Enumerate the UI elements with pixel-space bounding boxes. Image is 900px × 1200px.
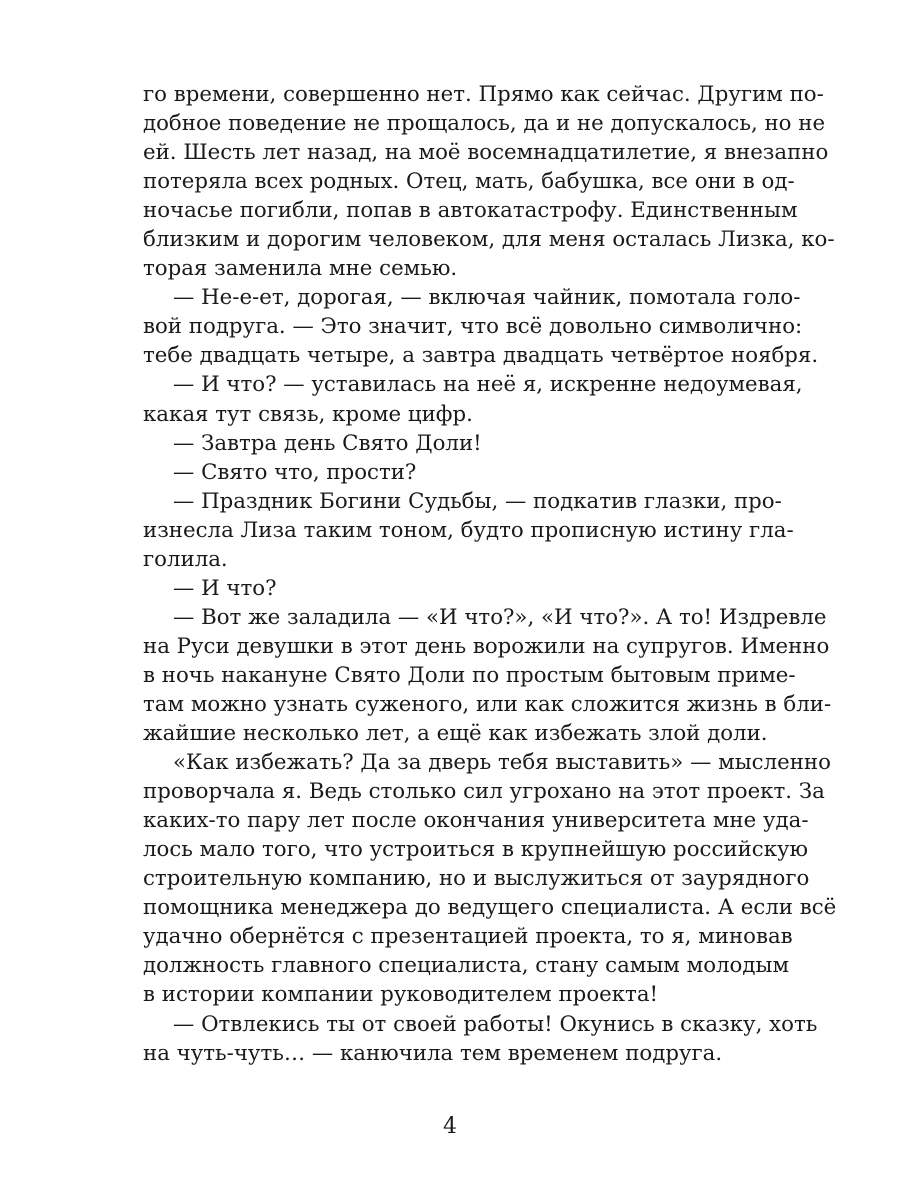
text-line: в ночь накануне Свято Доли по простым бытовым приме- [143,662,796,688]
text-line: тебе двадцать четыре, а завтра двадцать четвёртое ноября. [143,343,819,369]
text-line: торая заменила мне семью. [143,256,458,282]
text-line: — И что? [173,575,277,601]
text-line: ей. Шесть лет назад, на моё восемнадцатилетие, я внезапно [143,140,829,166]
text-line: — И что? — уставилась на неё я, искренне недоумевая, [173,372,803,398]
text-line: — Завтра день Свято Доли! [173,430,482,456]
text-line: — Отвлекись ты от своей работы! Окунись в сказку, хоть [173,1011,818,1037]
text-line: там можно узнать суженого, или как сложится жизнь в бли- [143,691,832,717]
text-line: потеряла всех родных. Отец, мать, бабушка, все они в од- [143,169,795,195]
text-line: близким и дорогим человеком, для меня осталась Лизка, ко- [143,227,835,253]
text-line: — Вот же заладила — «И что?», «И что?». А то! Издревле [173,604,827,630]
text-line: какая тут связь, кроме цифр. [143,401,473,427]
text-line: помощника менеджера до ведущего специалиста. А если всё [143,895,837,921]
page-number: 4 [443,1114,457,1139]
text-line: — Свято что, прости? [173,459,417,485]
text-line: го времени, совершенно нет. Прямо как сейчас. Другим по- [143,82,824,107]
text-line: каких-то пару лет после окончания университета мне уда- [143,808,809,834]
text-line: — Праздник Богини Судьбы, — подкатив глазки, про- [173,488,782,514]
text-line: изнесла Лиза таким тоном, будто прописную истину гла- [143,517,794,543]
text-line: жайшие несколько лет, а ещё как избежать злой доли. [143,721,768,747]
text-line: ночасье погибли, попав в автокатастрофу. Единственным [143,198,798,224]
text-line: должность главного специалиста, стану самым молодым [143,953,790,979]
text-line: на Руси девушки в этот день ворожили на супругов. Именно [143,633,830,659]
text-line: «Как избежать? Да за дверь тебя выставить» — мысленно [173,750,831,776]
text-line: в истории компании руководителем проекта! [143,982,659,1008]
text-line: — Не-е-ет, дорогая, — включая чайник, помотала голо- [173,285,801,311]
text-line: строительную компанию, но и выслужиться от заурядного [143,866,810,892]
text-line: на чуть-чуть… — канючила тем временем подруга. [143,1040,723,1066]
text-line: добное поведение не прощалось, да и не допускалось, но не [143,111,826,137]
text-line: проворчала я. Ведь столько сил угрохано на этот проект. За [143,779,825,805]
text-line: вой подруга. — Это значит, что всё довольно символично: [143,314,803,340]
text-line: удачно обернётся с презентацией проекта, то я, миновав [143,924,793,950]
text-line: лось мало того, что устроиться в крупнейшую российскую [143,837,809,863]
body-text [143,80,837,1068]
text-line: голила. [143,546,228,572]
